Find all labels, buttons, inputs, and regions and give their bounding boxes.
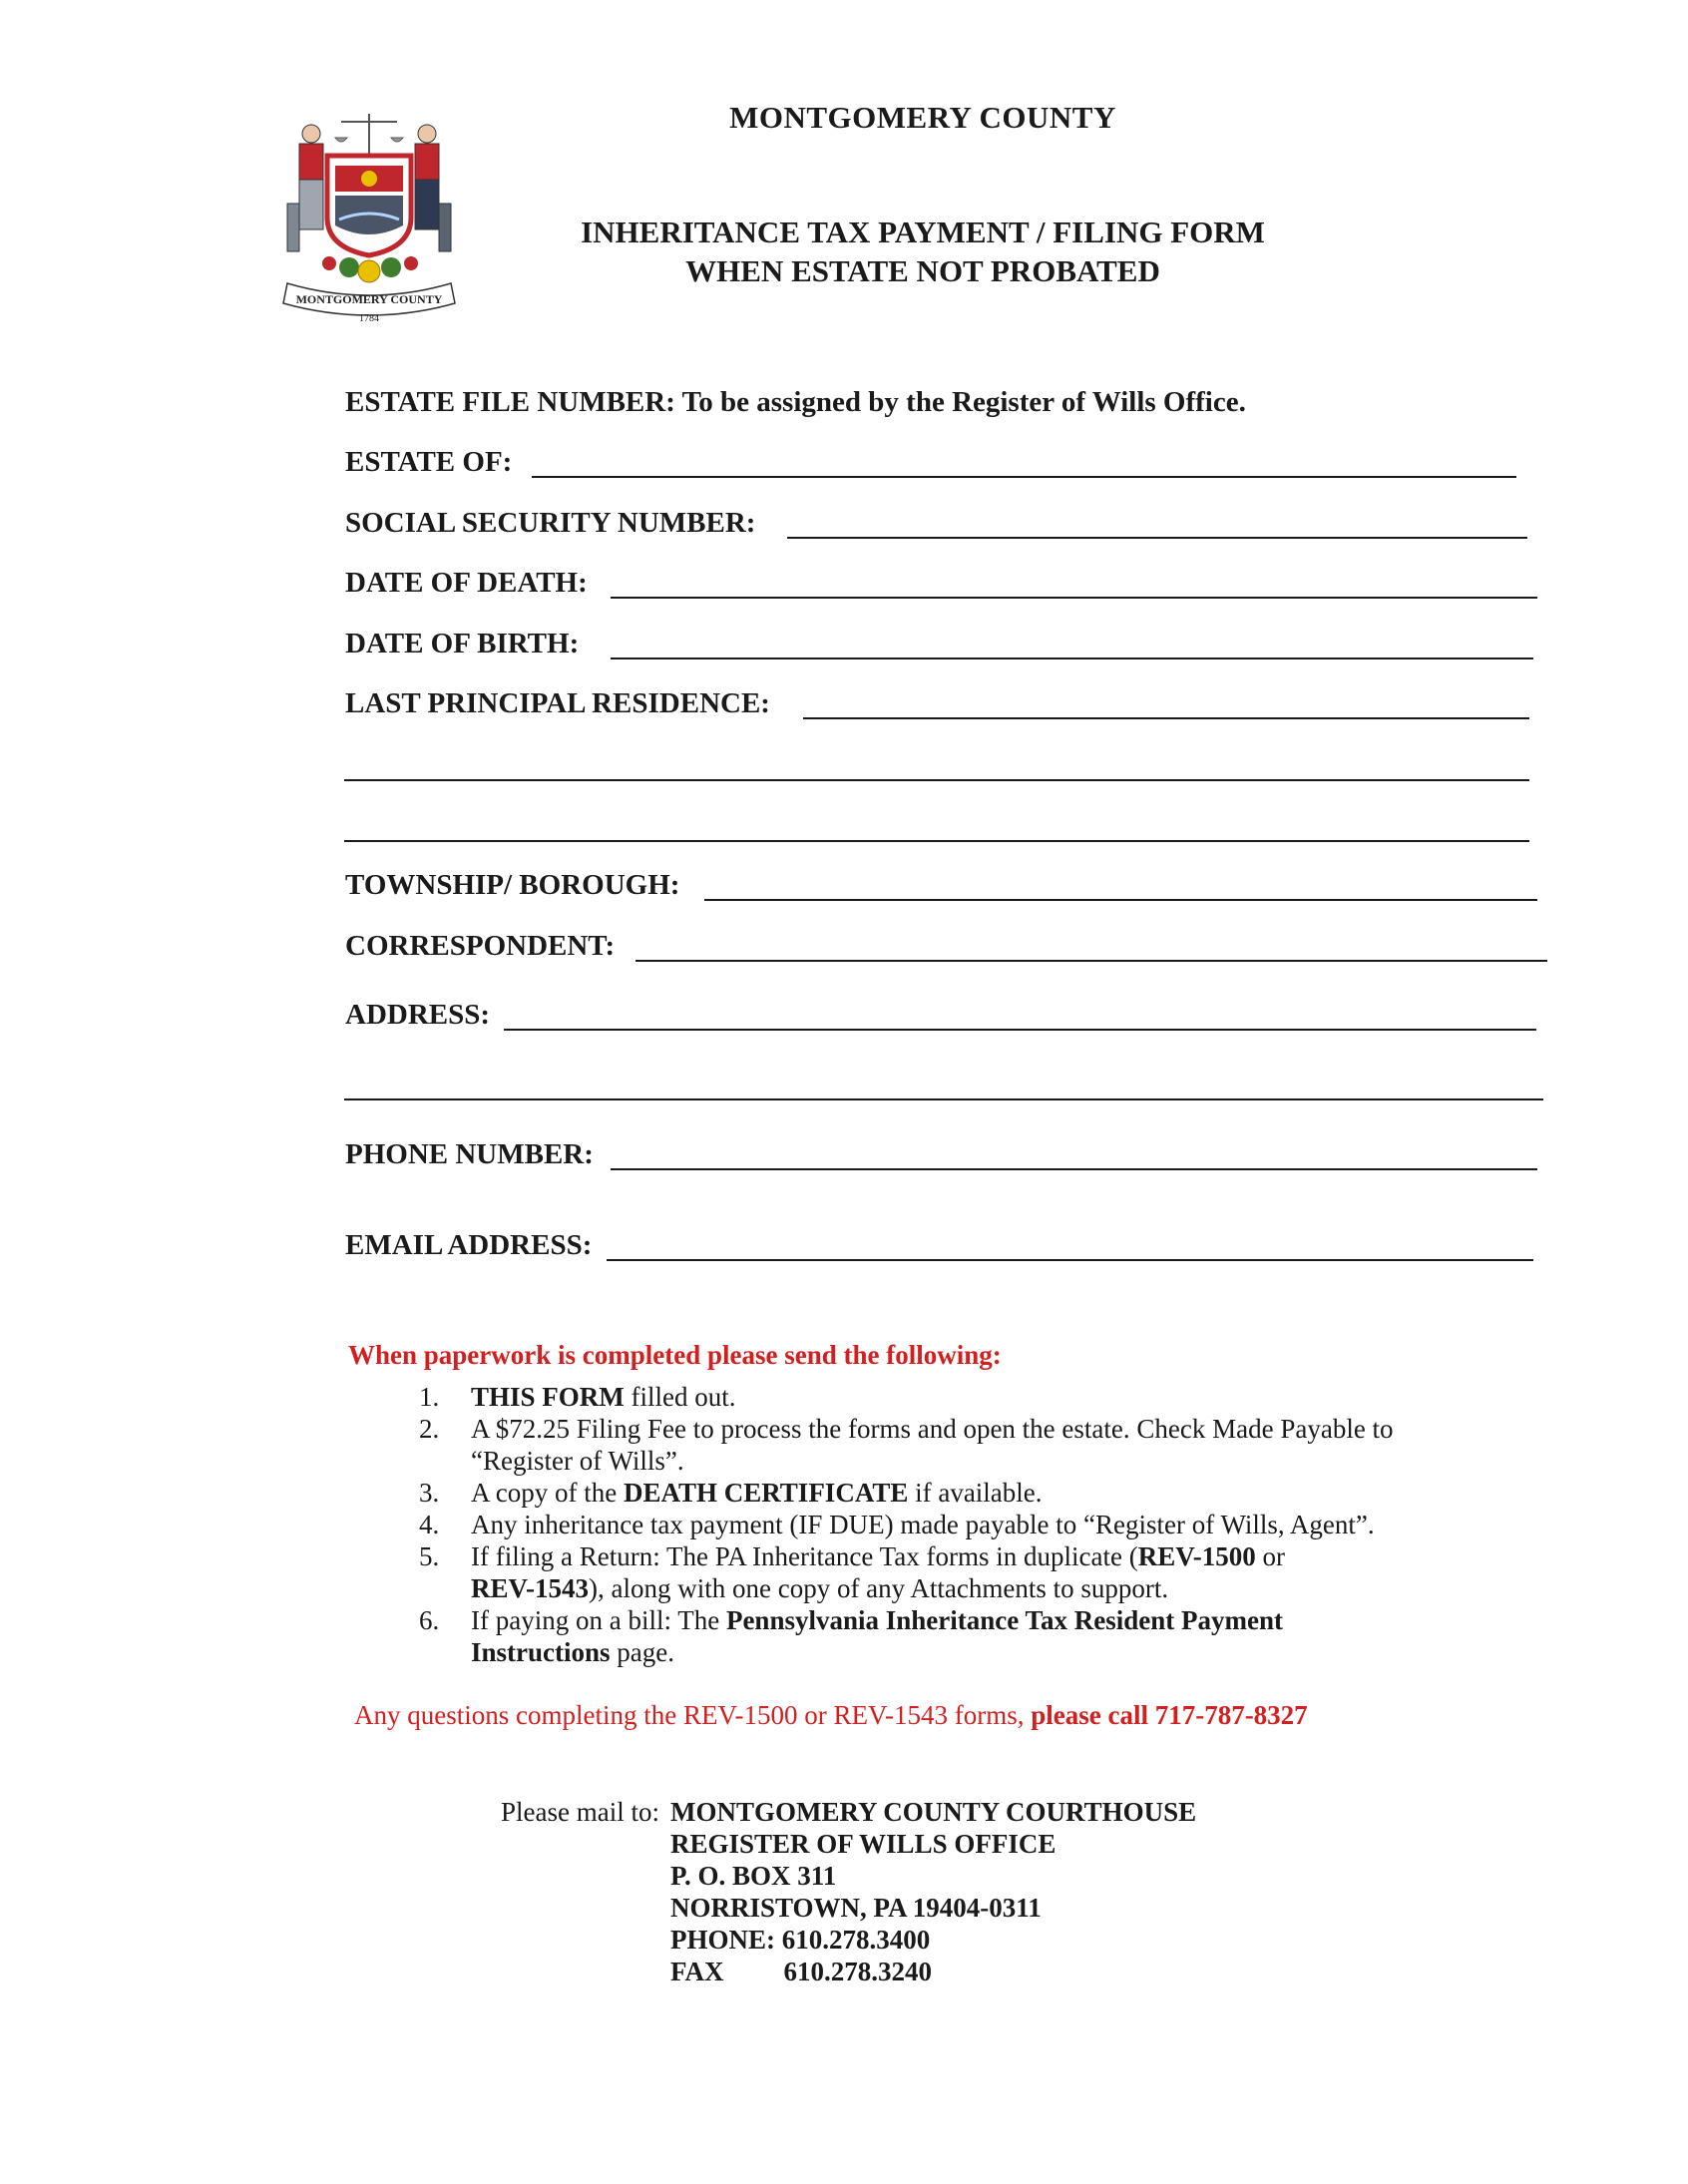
email-field[interactable] [607,1259,1533,1261]
date-of-death-label: DATE OF DEATH: [345,567,588,599]
last-residence-field[interactable] [803,717,1529,719]
list-item: 5. If filing a Return: The PA Inheritance Tax forms in duplicate (REV-1500 or REV-1543), along with one copy of any Attachments to support. [419,1541,1285,1603]
ssn-label: SOCIAL SECURITY NUMBER: [345,507,756,539]
correspondent-label: CORRESPONDENT: [345,930,616,962]
address-label: ADDRESS: [345,999,491,1031]
questions-note: Any questions completing the REV-1500 or REV-1543 forms, please call 717-787-8327 [354,1700,1308,1730]
phone-label: PHONE NUMBER: [345,1138,594,1170]
questions-phone: please call 717-787-8327 [1031,1700,1308,1730]
county-name: MONTGOMERY COUNTY [729,100,1116,135]
list-item: 4. Any inheritance tax payment (IF DUE) made payable to “Register of Wills, Agent”. [419,1510,1375,1539]
township-label: TOWNSHIP/ BOROUGH: [345,869,680,901]
ssn-field[interactable] [787,537,1527,539]
form-title [499,213,1347,290]
mailing-address [501,1796,1197,1986]
form-title-line2: WHEN ESTATE NOT PROBATED [685,253,1160,288]
list-item: 3. A copy of the DEATH CERTIFICATE if available. [419,1478,1043,1508]
county-seal [269,108,469,331]
mail-address-block: MONTGOMERY COUNTY COURTHOUSE REGISTER OF WILLS OFFICE P. O. BOX 311 NORRISTOWN, PA 19404-0311 PHONE: 610.278.3400 FAX 610.278.3240 [670,1797,1197,1986]
last-residence-field-line3[interactable] [344,840,1529,842]
township-field[interactable] [704,899,1537,901]
estate-file-number-note: ESTATE FILE NUMBER: To be assigned by the Register of Wills Office. [345,386,1246,418]
estate-of-label: ESTATE OF: [345,446,513,478]
last-residence-label: LAST PRINCIPAL RESIDENCE: [345,687,770,719]
phone-field[interactable] [611,1168,1537,1170]
mail-lead: Please mail to: [501,1797,659,1827]
instructions-heading: When paperwork is completed please send the following: [348,1340,1002,1370]
email-label: EMAIL ADDRESS: [345,1229,593,1261]
address-field-line2[interactable] [344,1098,1543,1100]
last-residence-field-line2[interactable] [344,779,1529,781]
list-item: 1. THIS FORM filled out. [419,1382,736,1412]
seal-banner-text: MONTGOMERY COUNTY [295,292,443,306]
correspondent-field[interactable] [635,960,1547,962]
form-title-line1: INHERITANCE TAX PAYMENT / FILING FORM [581,215,1265,249]
instructions-list [419,1381,1437,1668]
date-of-birth-field[interactable] [611,657,1533,659]
seal-year-text: 1784 [359,313,379,324]
date-of-death-field[interactable] [611,597,1537,599]
date-of-birth-label: DATE OF BIRTH: [345,628,580,659]
county-seal-icon [269,108,469,331]
list-item: 6. If paying on a bill: The Pennsylvania Inheritance Tax Resident Payment Instructions page. [419,1605,1283,1667]
estate-of-field[interactable] [532,476,1516,478]
address-field[interactable] [504,1029,1536,1031]
list-item: 2. A $72.25 Filing Fee to process the forms and open the estate. Check Made Payable to “Register of Wills”. [419,1414,1394,1476]
